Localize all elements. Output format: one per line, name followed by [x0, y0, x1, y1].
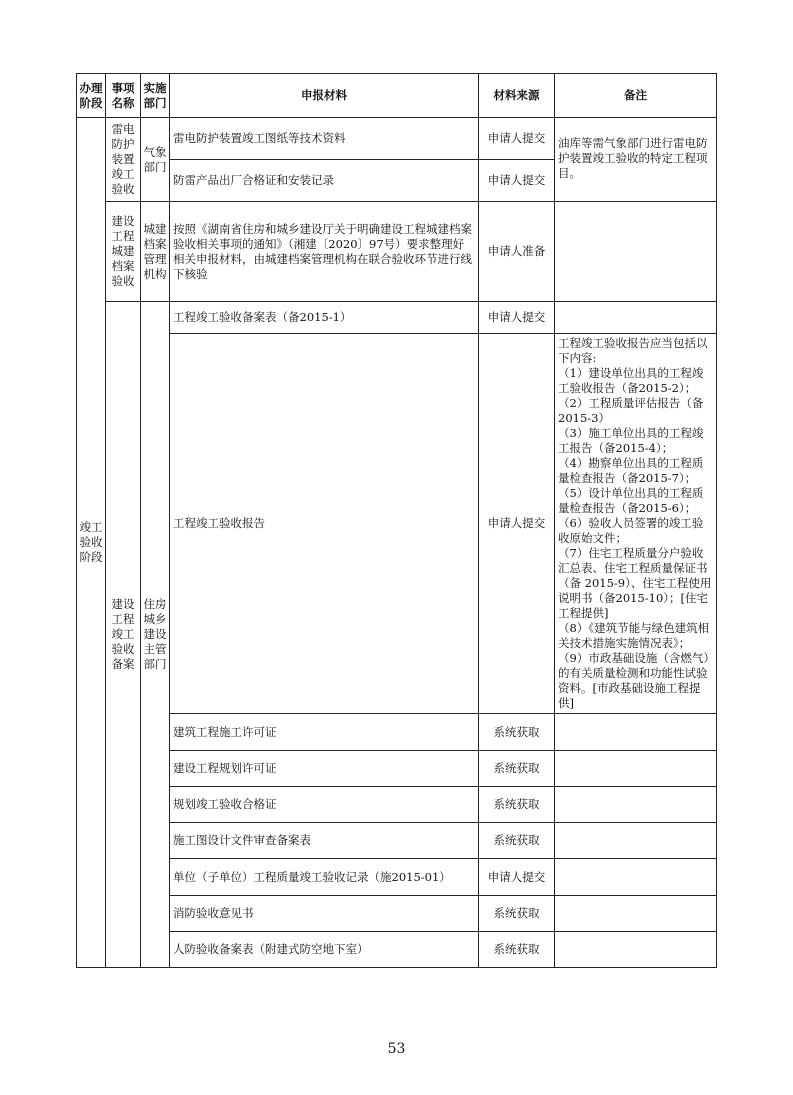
remark-line: （9）市政基础设施（含燃气）的有关质量检测和功能性试验资料。[市政基础设施工程提供]: [558, 651, 710, 710]
material-cell: 施工图设计文件审查备案表: [170, 823, 479, 859]
remark-line: （4）勘察单位出具的工程质量检查报告（备2015-7）；: [558, 456, 704, 485]
material-cell: 雷电防护装置竣工图纸等技术资料: [170, 118, 479, 160]
source-cell: 申请人准备: [479, 202, 555, 302]
item-cell: 建设工程竣工验收备案: [106, 302, 141, 968]
material-cell: 人防验收备案表（附建式防空地下室）: [170, 932, 479, 968]
item-cell: 雷电防护装置竣工验收: [106, 118, 141, 202]
remark-line: （8）《建筑节能与绿色建筑相关技术措施实施情况表》；: [558, 621, 710, 650]
remark-cell: [555, 932, 717, 968]
dept-cell: 城建档案管理机构: [141, 202, 170, 302]
dept-cell: 气象部门: [141, 118, 170, 202]
header-source: 材料来源: [479, 74, 555, 118]
material-cell: 工程竣工验收备案表（备2015-1）: [170, 302, 479, 334]
header-row: [77, 74, 717, 118]
material-cell: 规划竣工验收合格证: [170, 787, 479, 823]
source-cell: 系统获取: [479, 823, 555, 859]
table-row: [77, 787, 717, 823]
source-cell: 申请人提交: [479, 859, 555, 896]
remark-line: （5）设计单位出具的工程质量检查报告（备2015-6）；: [558, 486, 704, 515]
source-cell: 申请人提交: [479, 302, 555, 334]
remark-cell: [555, 787, 717, 823]
source-cell: 系统获取: [479, 714, 555, 751]
table-row: [77, 823, 717, 859]
table-row: [77, 334, 717, 714]
stage-cell: 竣工验收阶段: [77, 118, 106, 968]
remark-line: 工程竣工验收报告应当包括以下内容:: [558, 336, 708, 365]
remark-cell: [555, 334, 717, 714]
table-row: [77, 118, 717, 160]
header-dept: 实施部门: [141, 74, 170, 118]
header-stage: 办理阶段: [77, 74, 106, 118]
source-cell: 系统获取: [479, 787, 555, 823]
material-cell: 建设工程规划许可证: [170, 751, 479, 787]
item-cell: 建设工程城建档案验收: [106, 202, 141, 302]
material-cell: 按照《湖南省住房和城乡建设厅关于明确建设工程城建档案验收相关事项的通知》（湘建〔2020〕97号）要求整理好相关申报材料，由城建档案管理机构在联合验收环节进行线下核验: [170, 202, 479, 302]
material-cell: 单位（子单位）工程质量竣工验收记录（施2015-01）: [170, 859, 479, 896]
header-remark: 备注: [555, 74, 717, 118]
remark-cell: [555, 202, 717, 302]
table-row: [77, 932, 717, 968]
remark-cell: [555, 714, 717, 751]
header-material: 申报材料: [170, 74, 479, 118]
remark-cell: [555, 751, 717, 787]
remark-cell: 油库等需气象部门进行雷电防护装置竣工验收的特定工程项目。: [555, 118, 717, 202]
remark-cell: [555, 859, 717, 896]
source-cell: 系统获取: [479, 932, 555, 968]
remark-line: （7）住宅工程质量分户验收汇总表、住宅工程质量保证书（备 2015-9）、住宅工程使用说明书（备2015-10）；[住宅工程提供]: [558, 546, 712, 620]
table-row: [77, 896, 717, 932]
remark-cell: [555, 896, 717, 932]
material-cell: 防雷产品出厂合格证和安装记录: [170, 160, 479, 202]
material-cell: 消防验收意见书: [170, 896, 479, 932]
source-cell: 申请人提交: [479, 334, 555, 714]
remark-cell: [555, 302, 717, 334]
table-row: [77, 202, 717, 302]
header-item: 事项名称: [106, 74, 141, 118]
source-cell: 系统获取: [479, 751, 555, 787]
table-row: [77, 751, 717, 787]
table-row: [77, 859, 717, 896]
remark-line: （1）建设单位出具的工程竣工验收报告（备2015-2）；: [558, 366, 704, 395]
source-cell: 申请人提交: [479, 118, 555, 160]
remark-line: （2）工程质量评估报告（备2015-3）: [558, 396, 704, 425]
source-cell: 申请人提交: [479, 160, 555, 202]
materials-table: [76, 73, 717, 968]
page-number: 53: [387, 1041, 406, 1057]
material-cell: 工程竣工验收报告: [170, 334, 479, 714]
source-cell: 系统获取: [479, 896, 555, 932]
material-cell: 建筑工程施工许可证: [170, 714, 479, 751]
remark-line: （3）施工单位出具的工程竣工报告（备2015-4）；: [558, 426, 704, 455]
dept-cell: 住房城乡建设主管部门: [141, 302, 170, 968]
table-row: [77, 714, 717, 751]
remark-line: （6）验收人员签署的竣工验收原始文件；: [558, 516, 704, 545]
remark-cell: [555, 823, 717, 859]
table-row: [77, 302, 717, 334]
